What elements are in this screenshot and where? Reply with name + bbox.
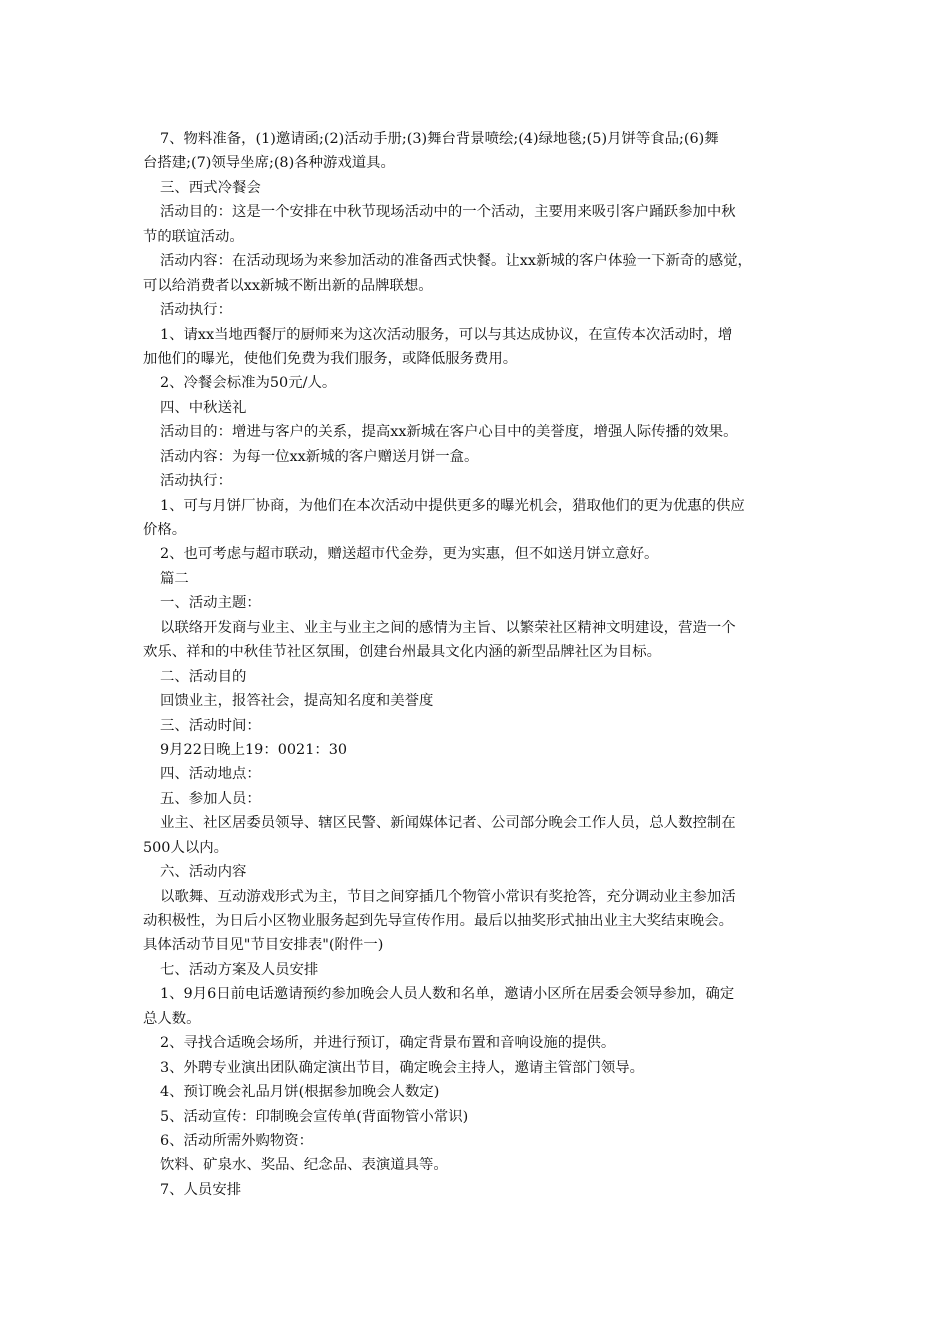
text-line: 活动目的：增进与客户的关系，提高xx新城在客户心目中的美誉度，增强人际传播的效果。 (160, 424, 738, 441)
text-line: 价格。 (143, 522, 187, 538)
text-line: 6、活动所需外购物资： (160, 1132, 314, 1149)
text-line: 4、预订晚会礼品月饼(根据参加晚会人数定) (160, 1084, 440, 1101)
text-line: 活动执行： (160, 302, 232, 319)
text-line: 以联络开发商与业主、业主与业主之间的感情为主旨、以繁荣社区精神文明建设，营造一个 (160, 619, 736, 636)
text-line: 活动内容：在活动现场为来参加活动的准备西式快餐。让xx新城的客户体验一下新奇的感觉， (160, 253, 752, 270)
text-line: 篇二 (160, 570, 189, 587)
text-line: 活动执行： (160, 473, 232, 490)
text-line: 饮料、矿泉水、奖品、纪念品、表演道具等。 (160, 1157, 448, 1174)
text-line: 7、物料准备，(1)邀请函;(2)活动手册;(3)舞台背景喷绘;(4)绿地毯;(5)月饼等食品;(6)舞 (160, 131, 719, 147)
text-line: 活动目的：这是一个安排在中秋节现场活动中的一个活动，主要用来吸引客户踊跃参加中秋 (160, 204, 736, 221)
text-line: 500人以内。 (143, 839, 229, 856)
text-line: 2、也可考虑与超市联动，赠送超市代金券，更为实惠，但不如送月饼立意好。 (160, 546, 659, 563)
text-line: 2、寻找合适晚会场所，并进行预订，确定背景布置和音响设施的提供。 (160, 1035, 616, 1052)
text-line: 1、9月6日前电话邀请预约参加晚会人员人数和名单，邀请小区所在居委会领导参加，确定 (160, 986, 735, 1003)
text-line: 2、冷餐会标准为50元/人。 (160, 375, 337, 392)
text-line: 1、可与月饼厂协商，为他们在本次活动中提供更多的曝光机会，猎取他们的更为优惠的供应 (160, 497, 745, 514)
text-line: 具体活动节目见"节目安排表"(附件一) (143, 937, 384, 954)
text-line: 一、活动主题： (160, 595, 261, 612)
text-line: 总人数。 (143, 1010, 201, 1027)
text-line: 四、中秋送礼 (160, 399, 247, 416)
text-line: 3、外聘专业演出团队确定演出节目，确定晚会主持人，邀请主管部门领导。 (160, 1059, 645, 1076)
text-line: 台搭建;(7)领导坐席;(8)各种游戏道具。 (143, 155, 395, 172)
text-line: 5、活动宣传：印制晚会宣传单(背面物管小常识) (160, 1108, 469, 1125)
text-line: 可以给消费者以xx新城不断出新的品牌联想。 (143, 277, 433, 294)
document-page (143, 127, 815, 1202)
text-line: 加他们的曝光，使他们免费为我们服务，或降低服务费用。 (143, 350, 518, 367)
text-line: 动积极性，为日后小区物业服务起到先导宣传作用。最后以抽奖形式抽出业主大奖结束晚会。 (143, 913, 734, 929)
text-line: 业主、社区居委员领导、辖区民警、新闻媒体记者、公司部分晚会工作人员，总人数控制在 (160, 815, 736, 832)
text-line: 七、活动方案及人员安排 (160, 961, 319, 978)
text-line: 回馈业主，报答社会，提高知名度和美誉度 (160, 693, 434, 710)
text-line: 欢乐、祥和的中秋佳节社区氛围，创建台州最具文化内涵的新型品牌社区为目标。 (143, 644, 662, 661)
text-line: 活动内容：为每一位xx新城的客户赠送月饼一盒。 (160, 448, 479, 465)
text-line: 三、西式冷餐会 (160, 179, 261, 196)
text-line: 五、参加人员： (160, 790, 261, 807)
text-line: 以歌舞、互动游戏形式为主，节目之间穿插几个物管小常识有奖抢答，充分调动业主参加活 (160, 888, 736, 905)
text-line: 二、活动目的 (160, 668, 247, 685)
text-line: 三、活动时间： (160, 717, 261, 734)
text-line: 六、活动内容 (160, 864, 247, 881)
text-line: 9月22日晚上19：0021：30 (160, 741, 348, 758)
text-line: 节的联谊活动。 (143, 228, 244, 245)
text-line: 1、请xx当地西餐厅的厨师来为这次活动服务，可以与其达成协议，在宣传本次活动时，增 (160, 326, 733, 343)
text-line: 7、人员安排 (160, 1181, 242, 1198)
text-line: 四、活动地点： (160, 766, 261, 783)
